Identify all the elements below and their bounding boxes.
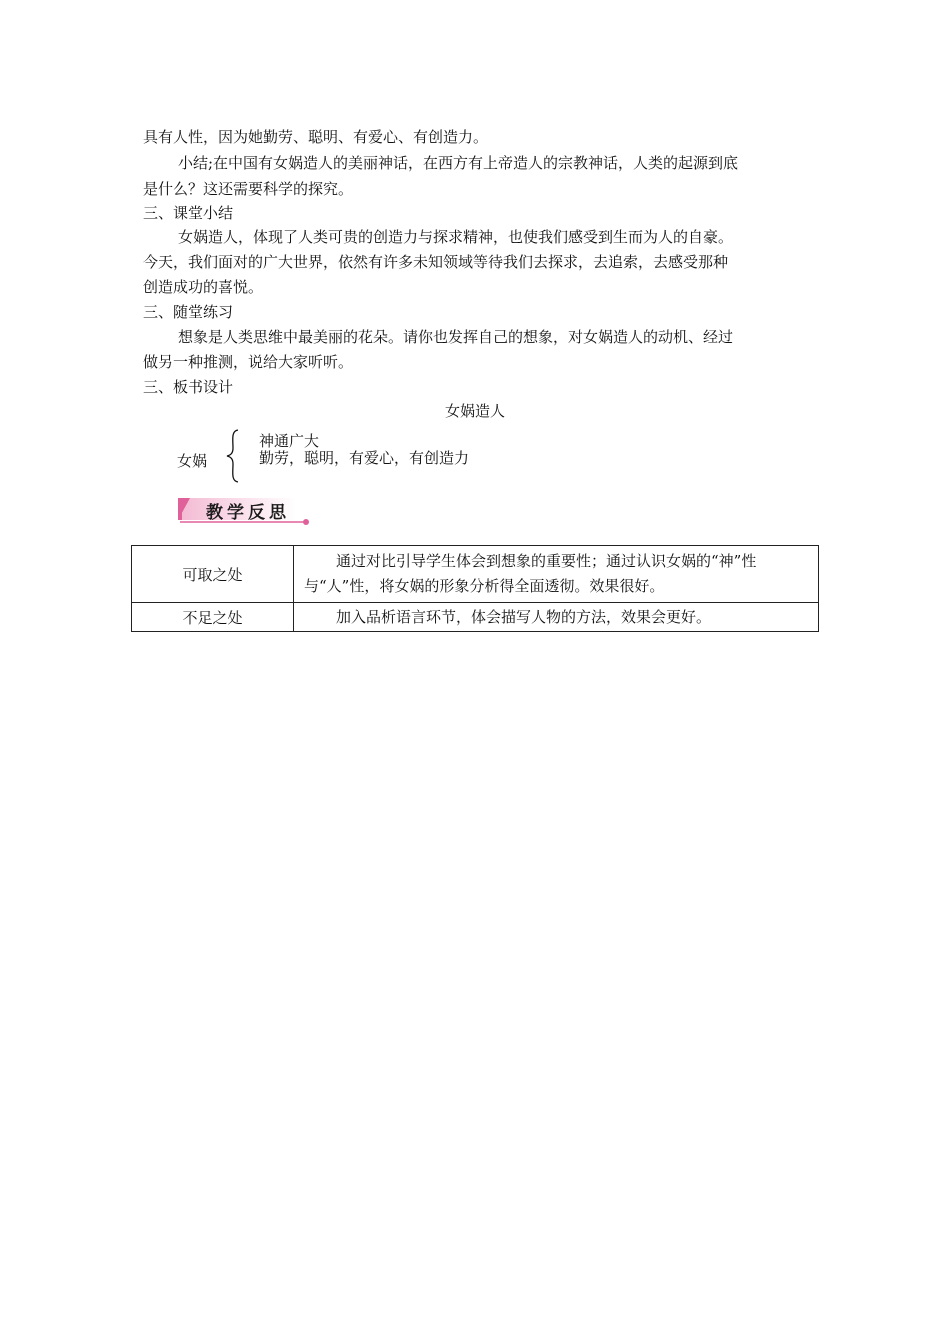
board-subject: 女娲 xyxy=(177,452,208,470)
paragraph-line: 具有人性，因为她勤劳、聪明、有爱心、有创造力。 xyxy=(143,128,489,146)
board-item: 神通广大 xyxy=(259,432,320,450)
practice-line: 想象是人类思维中最美丽的花朵。请你也发挥自己的想象，对女娲造人的动机、经过 xyxy=(178,328,734,346)
heading-board-design: 三、板书设计 xyxy=(143,378,234,396)
row-label: 可取之处 xyxy=(132,546,294,603)
section-banner-teaching-reflection xyxy=(176,494,316,528)
practice-line: 做另一种推测，说给大家听听。 xyxy=(143,353,354,371)
class-summary-line: 今天，我们面对的广大世界，依然有许多未知领域等待我们去探求，去追索，去感受那种 xyxy=(143,253,729,271)
row-label: 不足之处 xyxy=(132,603,294,632)
row-content: 加入品析语言环节，体会描写人物的方法，效果会更好。 xyxy=(336,608,712,626)
reflection-table xyxy=(131,545,819,632)
board-diagram xyxy=(177,428,577,484)
heading-practice: 三、随堂练习 xyxy=(143,303,234,321)
section-title: 教学反思 xyxy=(206,503,290,523)
table-row xyxy=(132,546,819,603)
summary-paragraph-line: 小结;在中国有女娲造人的美丽神话，在西方有上帝造人的宗教神话，人类的起源到底 xyxy=(178,154,739,172)
row-content: 通过对比引导学生体会到想象的重要性；通过认识女娲的“神”性与“人”性，将女娲的形象分析得全面透彻。效果很好。 xyxy=(304,552,757,595)
heading-class-summary: 三、课堂小结 xyxy=(143,204,234,222)
board-item: 勤劳，聪明，有爱心，有创造力 xyxy=(259,449,470,467)
left-brace-icon xyxy=(225,428,241,484)
table-row xyxy=(132,603,819,632)
summary-paragraph-line: 是什么？这还需要科学的探究。 xyxy=(143,180,354,198)
board-title: 女娲造人 xyxy=(444,402,505,420)
class-summary-line: 女娲造人，体现了人类可贵的创造力与探求精神，也使我们感受到生而为人的自豪。 xyxy=(178,228,734,246)
class-summary-line: 创造成功的喜悦。 xyxy=(143,278,264,296)
